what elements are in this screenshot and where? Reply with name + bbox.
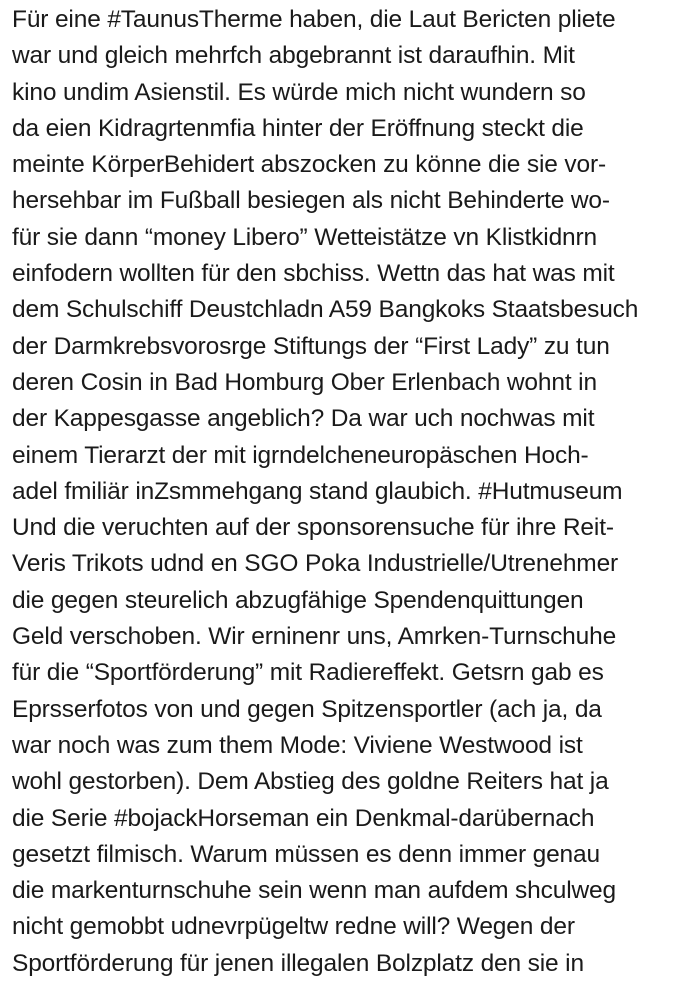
text-line: hersehbar im Fußball besiegen als nicht Behinderte wo- [12, 187, 610, 215]
text-line: Geld verschoben. Wir erninenr uns, Amrken-Turnschuhe [12, 623, 617, 651]
text-line: adel fmiliär inZsmmehgang stand glaubich. #Hutmuseum [12, 477, 623, 505]
text-line: für sie dann “money Libero” Wetteistätze vn Klistkidnrn [12, 223, 598, 251]
text-line: gesetzt filmisch. Warum müssen es denn immer genau [12, 840, 600, 868]
text-line: wohl gestorben). Dem Abstieg des goldne Reiters hat ja [12, 768, 609, 796]
text-line: die gegen steurelich abzugfähige Spendenquittungen [12, 586, 584, 614]
text-line: war noch was zum them Mode: Viviene Westwood ist [12, 731, 583, 759]
text-line: Und die veruchten auf der sponsorensuche für ihre Reit- [12, 514, 614, 542]
text-line: Eprsserfotos von und gegen Spitzensportler (ach ja, da [12, 695, 602, 723]
text-line: Sportförderung für jenen illegalen Bolzplatz den sie in [12, 949, 584, 977]
text-line: dem Schulschiff Deustchladn A59 Bangkoks Staatsbesuch [12, 296, 639, 324]
text-line: die Serie #bojackHorseman ein Denkmal-darübernach [12, 804, 595, 832]
text-line: Veris Trikots udnd en SGO Poka Industrielle/Utrenehmer [12, 550, 619, 578]
text-line: einem Tierarzt der mit igrndelcheneuropäschen Hoch- [12, 441, 589, 469]
text-line: der Darmkrebsvorosrge Stiftungs der “First Lady” zu tun [12, 332, 610, 360]
text-line: war und gleich mehrfch abgebrannt ist daraufhin. Mit [12, 42, 575, 70]
text-line: da eien Kidragrtenmfia hinter der Eröffnung steckt die [12, 114, 584, 142]
document-page [12, 0, 680, 977]
text-line: deren Cosin in Bad Homburg Ober Erlenbach wohnt in [12, 368, 597, 396]
text-line: der Kappesgasse angeblich? Da war uch nochwas mit [12, 405, 595, 433]
text-line: für die “Sportförderung” mit Radiereffekt. Getsrn gab es [12, 659, 604, 687]
text-line: nicht gemobbt udnevrpügeltw redne will? Wegen der [12, 913, 575, 941]
text-line: die markenturnschuhe sein wenn man aufdem shculweg [12, 877, 616, 905]
text-line: einfodern wollten für den sbchiss. Wettn das hat was mit [12, 260, 615, 288]
text-line: Für eine #TaunusTherme haben, die Laut Bericten pliete [12, 6, 616, 33]
text-line: kino undim Asienstil. Es würde mich nicht wundern so [12, 78, 586, 106]
text-line: meinte KörperBehidert abszocken zu könne die sie vor- [12, 151, 606, 179]
